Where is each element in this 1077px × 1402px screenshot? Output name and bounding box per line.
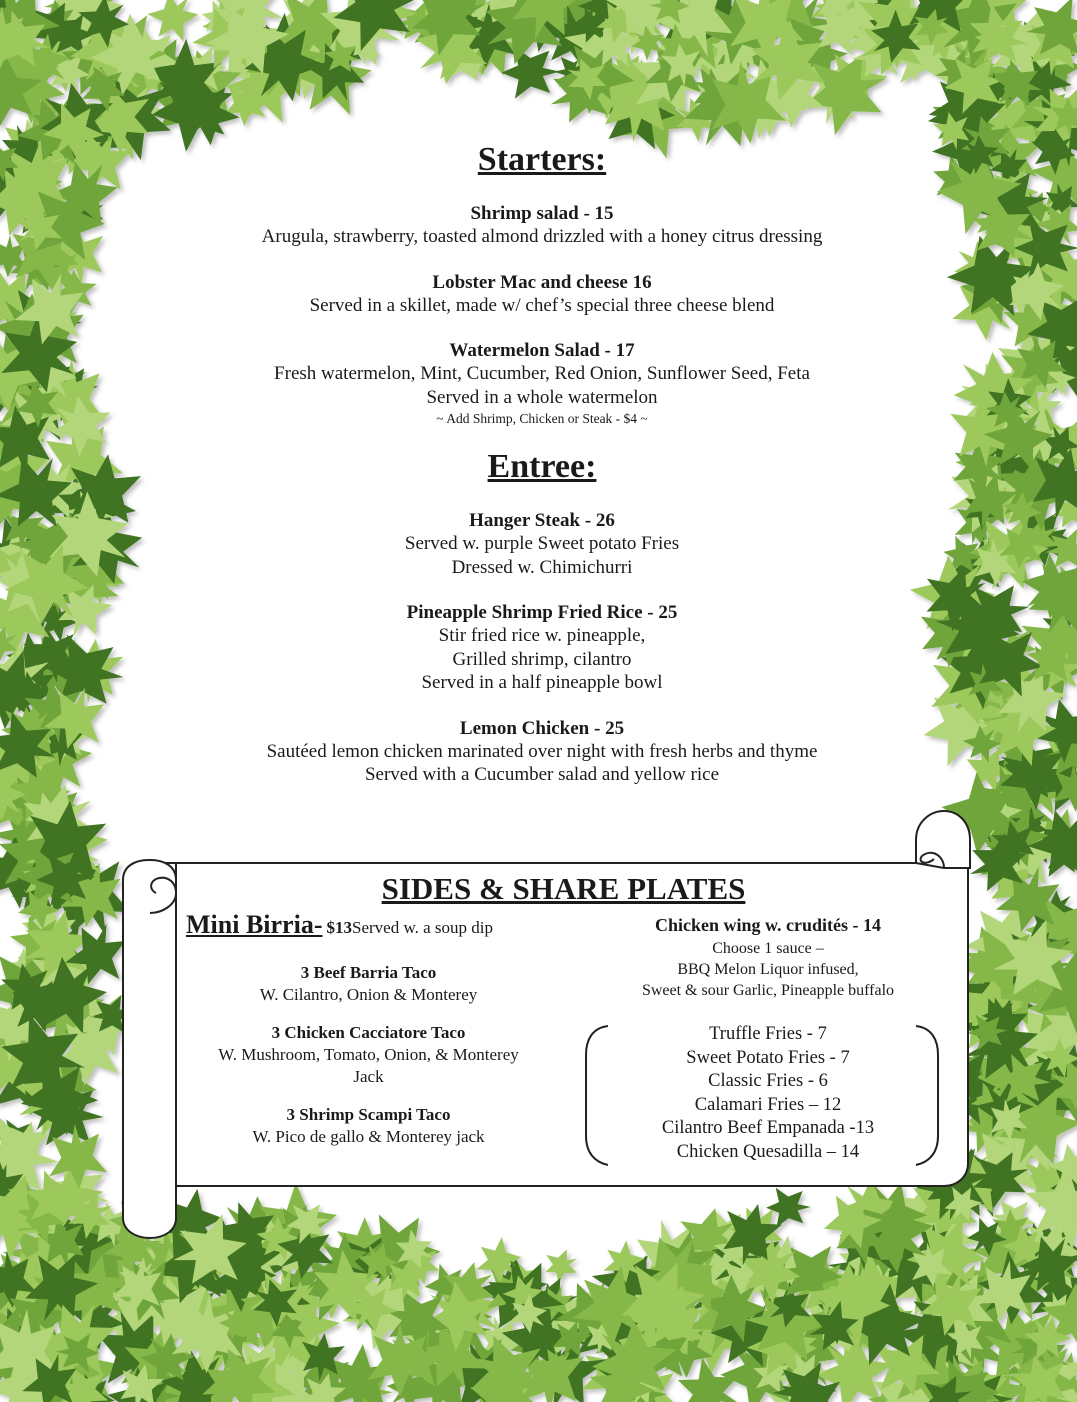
ivy-leaf (501, 45, 560, 99)
side-item: Truffle Fries - 7 (709, 1024, 827, 1044)
tacos-list (186, 962, 551, 1148)
starters-list (150, 202, 934, 429)
item-name: Shrimp salad - 15 (470, 203, 614, 224)
menu-item (150, 339, 934, 429)
item-desc: Dressed w. Chimichurri (451, 556, 633, 578)
side-item: Classic Fries - 6 (708, 1071, 828, 1091)
taco-desc: W. Pico de gallo & Monterey jack (252, 1127, 485, 1146)
taco-item (186, 1022, 551, 1088)
entree-list (150, 509, 934, 787)
item-desc: Grilled shrimp, cilantro (452, 648, 632, 670)
item-desc: Sautéed lemon chicken marinated over night with fresh herbs and thyme (266, 740, 818, 762)
item-desc: Served in a skillet, made w/ chef’s special three cheese blend (309, 294, 775, 316)
entree-heading: Entree: (487, 448, 597, 485)
wings-desc (608, 938, 928, 1001)
taco-item (186, 1104, 551, 1148)
item-desc: Stir fried rice w. pineapple, (438, 625, 646, 646)
taco-item (186, 962, 551, 1006)
item-desc: Served in a whole watermelon (426, 386, 658, 408)
item-name: Pineapple Shrimp Fried Rice - 25 (406, 602, 678, 623)
starters-heading: Starters: (477, 141, 607, 178)
wings-desc-line: Choose 1 sauce – (712, 940, 824, 957)
item-desc: Fresh watermelon, Mint, Cucumber, Red Onion, Sunflower Seed, Feta (274, 363, 810, 384)
ivy-leaf (539, 1244, 583, 1286)
side-item: Chicken Quesadilla – 14 (676, 1141, 860, 1162)
taco-name: 3 Chicken Cacciatore Taco (271, 1023, 466, 1042)
birria-desc: Served w. a soup dip (351, 918, 493, 937)
sides-left-column (186, 908, 551, 1148)
side-item: Sweet Potato Fries - 7 (686, 1047, 850, 1068)
side-item: Cilantro Beef Empanada -13 (661, 1118, 875, 1138)
menu-body (150, 140, 934, 787)
menu-item (150, 717, 934, 787)
sides-heading: SIDES & SHARE PLATES (381, 871, 746, 906)
menu-item (150, 202, 934, 249)
wings-name: Chicken wing w. crudités - 14 (654, 915, 881, 935)
item-name: Watermelon Salad - 17 (449, 340, 635, 361)
taco-name: 3 Shrimp Scampi Taco (286, 1105, 451, 1124)
taco-name: 3 Beef Barria Taco (300, 963, 437, 982)
taco-desc: Jack (353, 1067, 384, 1086)
mini-birria (186, 908, 551, 946)
menu-item (150, 601, 934, 695)
taco-desc: W. Cilantro, Onion & Monterey (259, 985, 478, 1004)
wings-desc-line: Sweet & sour Garlic, Pineapple buffalo (641, 982, 895, 999)
taco-desc: W. Mushroom, Tomato, Onion, & Monterey (218, 1045, 519, 1064)
birria-name: Mini Birria- (186, 910, 323, 939)
item-name: Lobster Mac and cheese 16 (432, 271, 652, 293)
item-desc: Arugula, strawberry, toasted almond drizzled with a honey citrus dressing (261, 226, 823, 247)
sides-right-column (608, 912, 928, 1164)
fries-list (608, 1023, 928, 1164)
item-name: Hanger Steak - 26 (469, 510, 615, 531)
birria-price: $13 (326, 918, 352, 937)
item-name: Lemon Chicken - 25 (459, 717, 625, 739)
menu-item (150, 271, 934, 318)
item-desc: Served with a Cucumber salad and yellow rice (364, 764, 720, 785)
menu-item (150, 509, 934, 579)
item-note: ~ Add Shrimp, Chicken or Steak - $4 ~ (436, 411, 648, 426)
item-desc: Served in a half pineapple bowl (421, 672, 663, 693)
ivy-leaf (766, 1187, 811, 1228)
wings-desc-line: BBQ Melon Liquor infused, (677, 961, 859, 978)
item-desc: Served w. purple Sweet potato Fries (404, 533, 680, 554)
side-item: Calamari Fries – 12 (694, 1094, 842, 1115)
